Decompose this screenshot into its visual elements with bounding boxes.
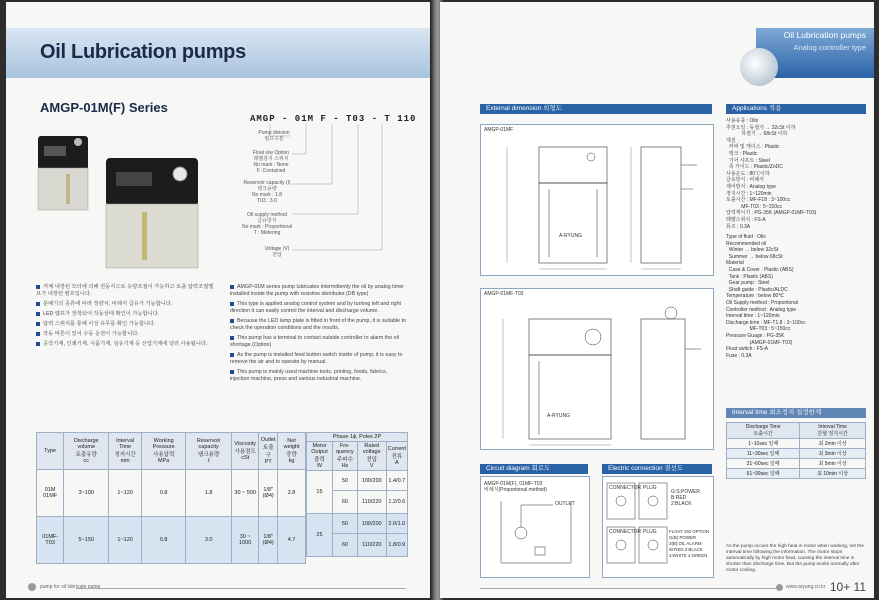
application-item: 압력게이지 : PG-35K (AMGP-01MF-T03) [726,210,817,217]
dimension-drawing-2 [480,288,714,450]
table-row [37,470,306,517]
phase-cell: 1.8/0.9 [386,534,407,557]
bullets-korean [36,284,214,351]
plug-label: PLUG [643,485,657,491]
phase-header: Rated voltage 전압 V [357,442,386,471]
bullet-kr-4: 압력 스위치를 통해 이상 유무를 확인 가능합니다. [36,321,214,328]
bullet-en-3: Because the LED lamp plate is fitted in front of the pump, it is suitable to check the operation conditions and the results. [230,318,407,331]
application-item: Pressure Guage : PG-35K [726,333,785,339]
code-label-oil-supply: Oil supply method 급유방식 No mark : Proportional T : Metering [241,212,293,236]
spec-cell: 01MF-T03 [37,517,64,564]
application-item: Material [726,260,744,267]
application-item: 기어 샤프트 : Steel [726,157,770,164]
application-item: Winter → below 32cSt [726,247,779,254]
bullet-kr-6: 공작기계, 인쇄기계, 식품기계, 섬유기계 등 산업기계에 널리 사용됩니다. [36,341,214,348]
bullet-en-1: AMGP-01M series pump lubricates intermittently the oil by analog timer installed inside the pump with resistive distributor.(DB type) [230,284,404,297]
application-item: 탱크 : Plastic [726,150,758,157]
dimension-brand: A-RYUNG [559,233,582,239]
section-circuit-diagram: Circuit diagram 회로도 [480,464,588,474]
table-row [727,459,866,469]
phase-table [306,432,408,557]
section-applications: Applications 적용 [726,104,866,114]
circuit-outlet-label: OUTLET [555,501,575,507]
application-item: Fuse : 0.3A [726,352,752,359]
interval-note: As the pump occurs the high heat in motor when working, set the interval time following the information. The motor stops automatically by high motor heat, causing the interval time is shorter than discharge time. But the pump works normally after motor cooling. [726,544,864,573]
section-interval-time: Interval time 최소정지 설정한계 [726,408,866,418]
spec-header: Reservoir capacity 탱크용량 ℓ [186,433,232,470]
spec-header: Interval Time 정지시간 min [109,433,142,470]
spec-header: Net weight 중량 kg [278,433,306,470]
bullets-english [230,284,408,386]
electric-note-1: G:S:POWER B:RED 2:BLACK [671,489,700,507]
phase-cell: 50 [332,514,357,534]
spec-cell: 0.8 [142,517,186,564]
right-page [440,2,874,598]
application-item: 재질 [726,137,736,144]
left-header-band [6,28,434,78]
right-header-title: Oil Lubrication pumps [783,30,866,40]
circuit-caption: AMGP-01M(F), 01MF-T03 비례식(Proportional method) [484,481,547,493]
application-item: Summer → below 68cSt [726,253,783,260]
section-electric-connection: Electric connection 결선도 [602,464,712,474]
application-item: 급유방식 : 비례식 [726,177,764,184]
application-item: Shaft guide : Plastic/ALDC [726,286,788,293]
footer-rule-right [480,588,780,589]
dimension-drawing-2-art [481,289,713,449]
interval-header-row [727,423,866,439]
interval-cell: 1~10sec 일때 [727,439,800,449]
code-label-voltage: Voltage (V) 전압 [264,246,290,258]
application-item: 퓨즈 : 0.3A [726,223,751,230]
interval-header: Interval Time 간헐 정지시간 [800,423,866,439]
spec-cell: 30 ~ 500 [232,470,259,517]
spec-table [36,432,306,564]
application-item: 정지시간 : 1~120min [726,190,772,197]
spec-header: Working Pressure 사용압력 MPa [142,433,186,470]
application-item: 축 가이드 : Plastic/ZnDC [726,164,783,171]
application-item: Float switch : FS-A [726,346,768,353]
interval-cell: 최 10min 이상 [800,469,866,479]
bullet-kr-1: 저체 내장된 모터에 의해 전동식으로 유량조절이 가능하고 토출 압력조절밸브가 내장된 펌프입니다. [36,284,214,297]
footer-dot-icon [28,583,36,591]
circuit-diagram-box [480,476,590,578]
connector-label-2: CONNECTOR [609,529,642,535]
application-item: (AMGP-01MF-T03) [726,339,793,346]
connector-label: CONNECTOR [609,485,642,491]
spec-cell: 2.8 [278,470,306,517]
left-page [6,2,434,598]
spec-cell: 30 ~ 1000 [232,517,259,564]
phase-cell: 15 [307,471,333,514]
application-item: Tank : Plastic (ABS) [726,273,773,280]
interval-cell: 최 5min 이상 [800,459,866,469]
phase-title-row [307,433,408,442]
code-label-float-switch: Float s/w Option 레벨검지 스위치 No mark : None F :Contained [252,150,290,174]
bullet-kr-2: 분배기의 종류에 따라 정량식, 비례식 급유가 가능합니다. [36,301,214,308]
table-row [727,469,866,479]
interval-cell: 최 3min 이상 [800,449,866,459]
electric-note-2: FLOAT SW OPTION G(B):POWER 3(B):OIL ALARM W:RED 2:BLACK 3:WHITE 4:GREEN [669,529,710,558]
spec-cell: 3.0 [186,517,232,564]
spec-cell: 4.7 [278,517,306,564]
application-item: Controller method : Analog type [726,306,797,313]
application-item: 커버 및 케이스 : Plastic [726,144,780,151]
bullet-en-4: This pump has a terminal to contact outside controller to alarm the oil shortage.(Option) [230,335,399,348]
phase-header-row [307,442,408,471]
spec-cell: 3~100 [64,470,109,517]
phase-cell: 100/200 [357,471,386,491]
applications-list [726,118,866,359]
application-item: MF-T03 : 5~150cc [726,326,791,333]
chrome-ball-decoration [740,48,778,86]
spec-header: Viscosity 사용점도 cSt [232,433,259,470]
footer-rule [76,588,406,589]
phase-cell: 1.4/0.7 [386,471,407,491]
left-footer: pump for oil lubricate pump [40,584,101,590]
interval-header: Discharge Time 토출시간 [727,423,800,439]
application-item: 토출시간 : MF-F18 : 3~100cc [726,197,791,204]
table-row [727,439,866,449]
interval-cell: 61~99sec 일때 [727,469,800,479]
spec-cell: 1~120 [109,517,142,564]
bullet-en-5: As the pump is installed feed button switch inside of pump, it is easy to remove the air and to operate by manual. [230,352,403,365]
spec-cell: 5~150 [64,517,109,564]
section-external-dimension: External dimension 외형도 [480,104,712,114]
application-item: 제어방식 : Analog type [726,183,776,190]
phase-cell: 60 [332,491,357,514]
application-item: MF-T03 : 5~150cc [726,203,782,210]
spec-cell: 01M 01MF [37,470,64,517]
application-item: Discharge time : MF-T1.8 : 3~100cc [726,319,806,326]
dimension-label-1: AMGP-01MF [484,127,514,133]
page-number: 10+ 11 [829,580,866,594]
phase-cell: 100/200 [357,514,386,534]
spec-cell: 1.8 [186,470,232,517]
phase-cell: 60 [332,534,357,557]
plug-label-2: PLUG [643,529,657,535]
application-item: 사용온도 : 80℃이하 [726,170,770,177]
phase-title: Phase 1ϕ, Poles 2P [307,433,408,442]
interval-cell: 11~30sec 일때 [727,449,800,459]
right-header-subtitle: Analog controller type [793,43,866,52]
code-label-pump-division: Pump division 펌프구분 [258,130,290,142]
dimension-drawing-1-art [481,125,713,275]
bullet-en-2: This type is applied analog control system and by turning left and right direction it can easily control the interval and discharge volume. [230,301,402,314]
table-row [37,517,306,564]
spec-cell: 0.8 [142,470,186,517]
interval-table [726,422,866,479]
phase-cell: 110/220 [357,534,386,557]
pump-photo-large [102,154,202,270]
spec-cell: 1~120 [109,470,142,517]
page-title: Oil Lubrication pumps [40,41,246,63]
spec-header: Discharge volume 토출유량 cc [64,433,109,470]
dimension-brand-2: A-RYUNG [547,413,570,419]
dimension-label-2: AMGP-01MF-T03 [484,291,524,297]
spec-cell: 1/8" (Ø4) [259,517,278,564]
bullet-en-6: This pump is mainly used machine tools, printing, foods, fabrics, injection machine, press and various industrial machine. [230,369,388,382]
table-row [307,514,408,534]
phase-cell: 110/220 [357,491,386,514]
application-item: 레벨스위치 : FS-A [726,216,766,223]
code-label-reservoir: Reservoir capacity (l) 탱크용량 No mark : 1.8 T03 : 3.0 [243,180,291,204]
phase-header: Fre-quency 주파수 Hz [332,442,357,471]
phase-cell: 50 [332,471,357,491]
right-footer-url: www.aryung.co.kr [786,584,826,590]
bullet-kr-3: LED 램프가 장착되어 작동상태 확인이 가능합니다. [36,311,214,318]
electric-connection-box [602,476,714,578]
application-item: 하절기 → 68cSt 이하 [726,131,788,138]
application-item: 사용유종 : Oils [726,118,759,124]
spec-header: Type [37,433,64,470]
phase-cell: 25 [307,514,333,557]
bullet-kr-5: 작동 버튼이 있어 수동 운전이 가능합니다. [36,331,214,338]
application-item: Temperature : below 80℃ [726,293,784,300]
circuit-diagram-art [481,477,589,577]
phase-cell: 2.0/1.0 [386,514,407,534]
application-item: Case & Cover : Plastic (ABS) [726,267,794,274]
application-item: 추천오일 : 동절기 → 32cSt 이하 [726,124,796,131]
application-item: Oil Supply method : Proportional [726,300,798,307]
application-item: Recommended oil [726,240,767,247]
application-item: Gear pump : Steel [726,280,770,287]
table-row [727,449,866,459]
interval-cell: 31~60sec 일때 [727,459,800,469]
phase-cell: 1.2/0.6 [386,491,407,514]
application-item: Interval time : 1~120min [726,313,780,320]
spec-cell: 1/8" (Ø4) [259,470,278,517]
phase-header: Current 전류 A [386,442,407,471]
dimension-drawing-1 [480,124,714,276]
spec-header: Outlet 토출구 PT [259,433,278,470]
pump-photo-small [36,130,90,210]
model-code: AMGP - 01M F - T03 - T 110 [250,114,417,124]
series-title: AMGP-01M(F) Series [40,100,168,115]
table-row [307,471,408,491]
interval-cell: 최 2min 이상 [800,439,866,449]
application-item: Type of fluid : Oils [726,234,766,241]
spec-header-row [37,433,306,470]
footer-dot-icon-right [776,584,783,591]
phase-header: Motor Output 출력 W [307,442,333,471]
